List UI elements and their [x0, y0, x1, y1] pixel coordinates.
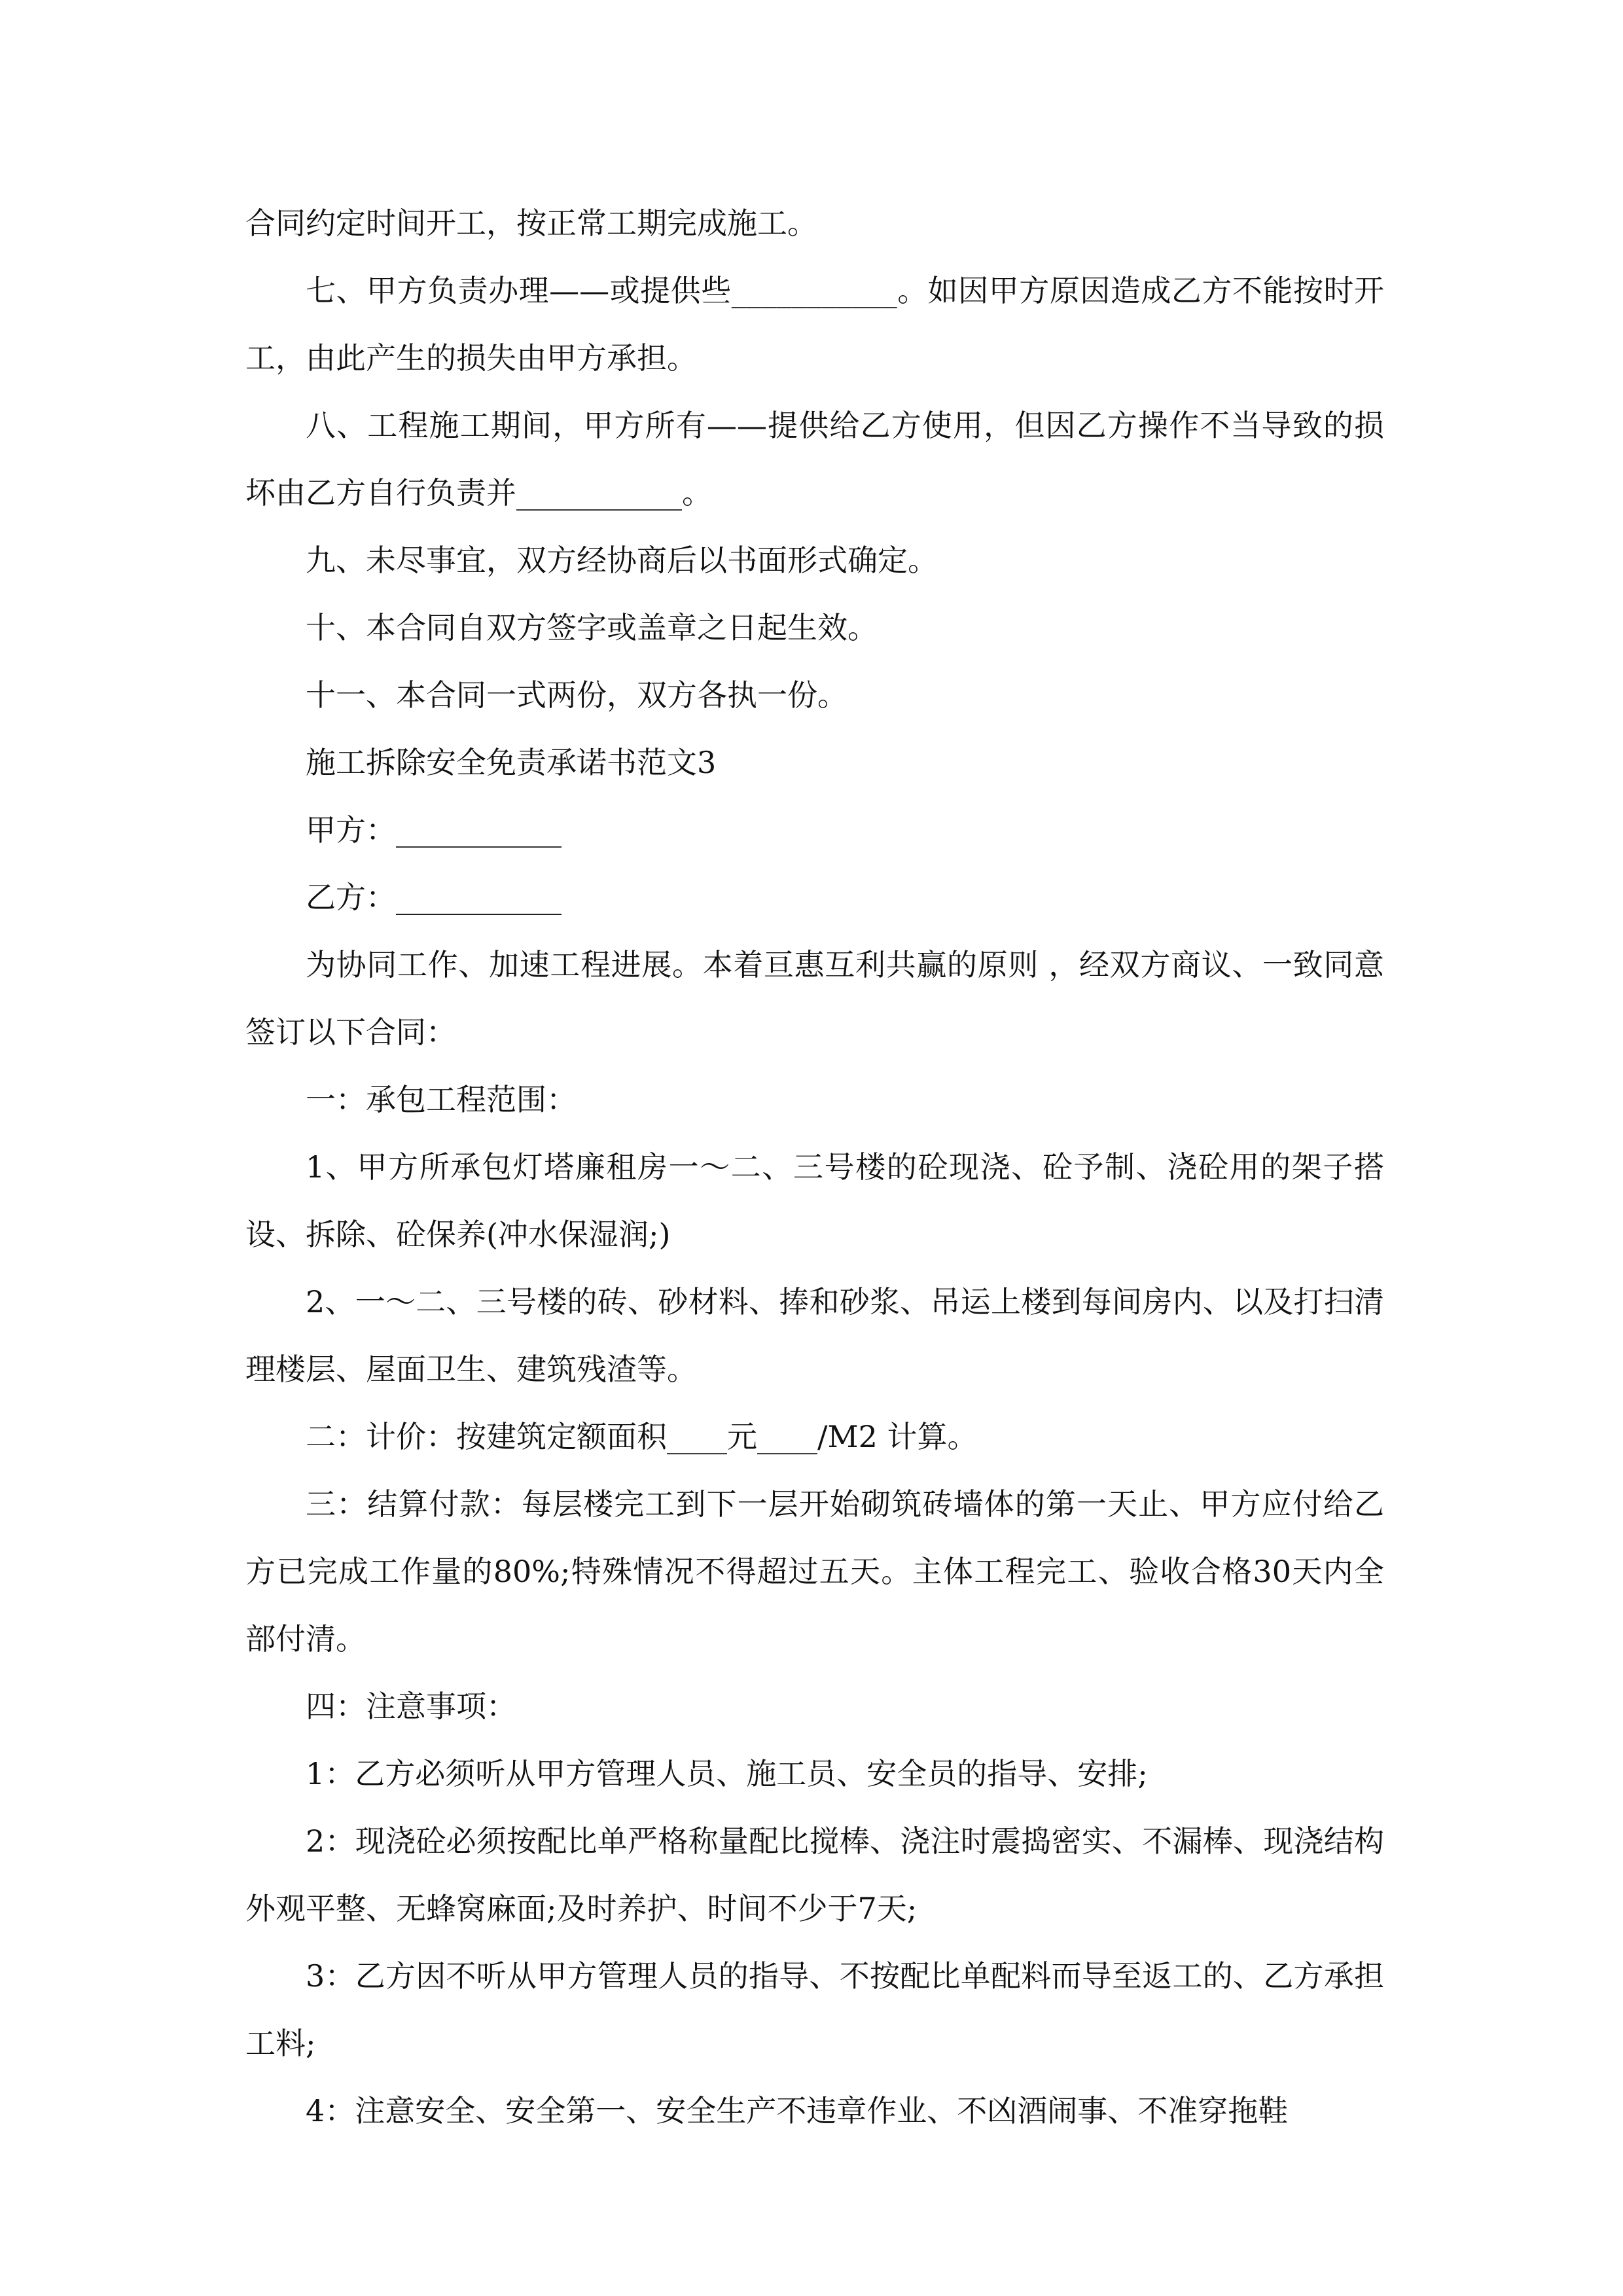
- paragraph: 三：结算付款：每层楼完工到下一层开始砌筑砖墙体的第一天止、甲方应付给乙方已完成工作量的80%;特殊情况不得超过五天。主体工程完工、验收合格30天内全部付清。: [245, 1486, 1384, 1657]
- paragraph: 十、本合同自双方签字或盖章之日起生效。: [306, 610, 878, 645]
- paragraph: 十一、本合同一式两份，双方各执一份。: [306, 677, 847, 713]
- paragraph: 施工拆除安全免责承诺书范文3: [306, 745, 717, 780]
- paragraph: 四：注意事项：: [306, 1689, 516, 1724]
- paragraph: 合同约定时间开工，按正常工期完成施工。: [245, 206, 817, 241]
- paragraph: 七、甲方负责办理——或提供些___________。如因甲方原因造成乙方不能按时开工，由此产生的损失由甲方承担。: [245, 273, 1384, 376]
- paragraph: 1：乙方必须听从甲方管理人员、施工员、安全员的指导、安排;: [306, 1756, 1148, 1791]
- paragraph: 为协同工作、加速工程进展。本着亘惠互利共赢的原则 ，经双方商议、一致同意签订以下合同：: [245, 947, 1384, 1050]
- document-body: [245, 190, 1384, 2145]
- paragraph: 4：注意安全、安全第一、安全生产不违章作业、不凶酒闹事、不准穿拖鞋: [306, 2093, 1289, 2128]
- paragraph: 一：承包工程范围：: [306, 1082, 577, 1117]
- paragraph: 二：计价：按建筑定额面积____元____/M2 计算。: [306, 1419, 978, 1454]
- paragraph: 1、甲方所承包灯塔廉租房一～二、三号楼的砼现浇、砼予制、浇砼用的架子搭设、拆除、砼保养(冲水保湿润;): [245, 1149, 1384, 1252]
- paragraph: 甲方：___________: [306, 812, 562, 848]
- paragraph: 八、工程施工期间，甲方所有——提供给乙方使用，但因乙方操作不当导致的损坏由乙方自行负责并___________。: [245, 408, 1384, 511]
- paragraph: 2、一～二、三号楼的砖、砂材料、捧和砂浆、吊运上楼到每间房内、以及打扫清理楼层、屋面卫生、建筑残渣等。: [245, 1284, 1384, 1387]
- paragraph: 九、未尽事宜，双方经协商后以书面形式确定。: [306, 543, 938, 578]
- paragraph: 2：现浇砼必须按配比单严格称量配比搅棒、浇注时震捣密实、不漏棒、现浇结构外观平整、无蜂窝麻面;及时养护、时间不少于7天;: [245, 1823, 1384, 1926]
- paragraph: 乙方：___________: [306, 880, 562, 915]
- paragraph: 3：乙方因不听从甲方管理人员的指导、不按配比单配料而导至返工的、乙方承担工料;: [245, 1958, 1384, 2061]
